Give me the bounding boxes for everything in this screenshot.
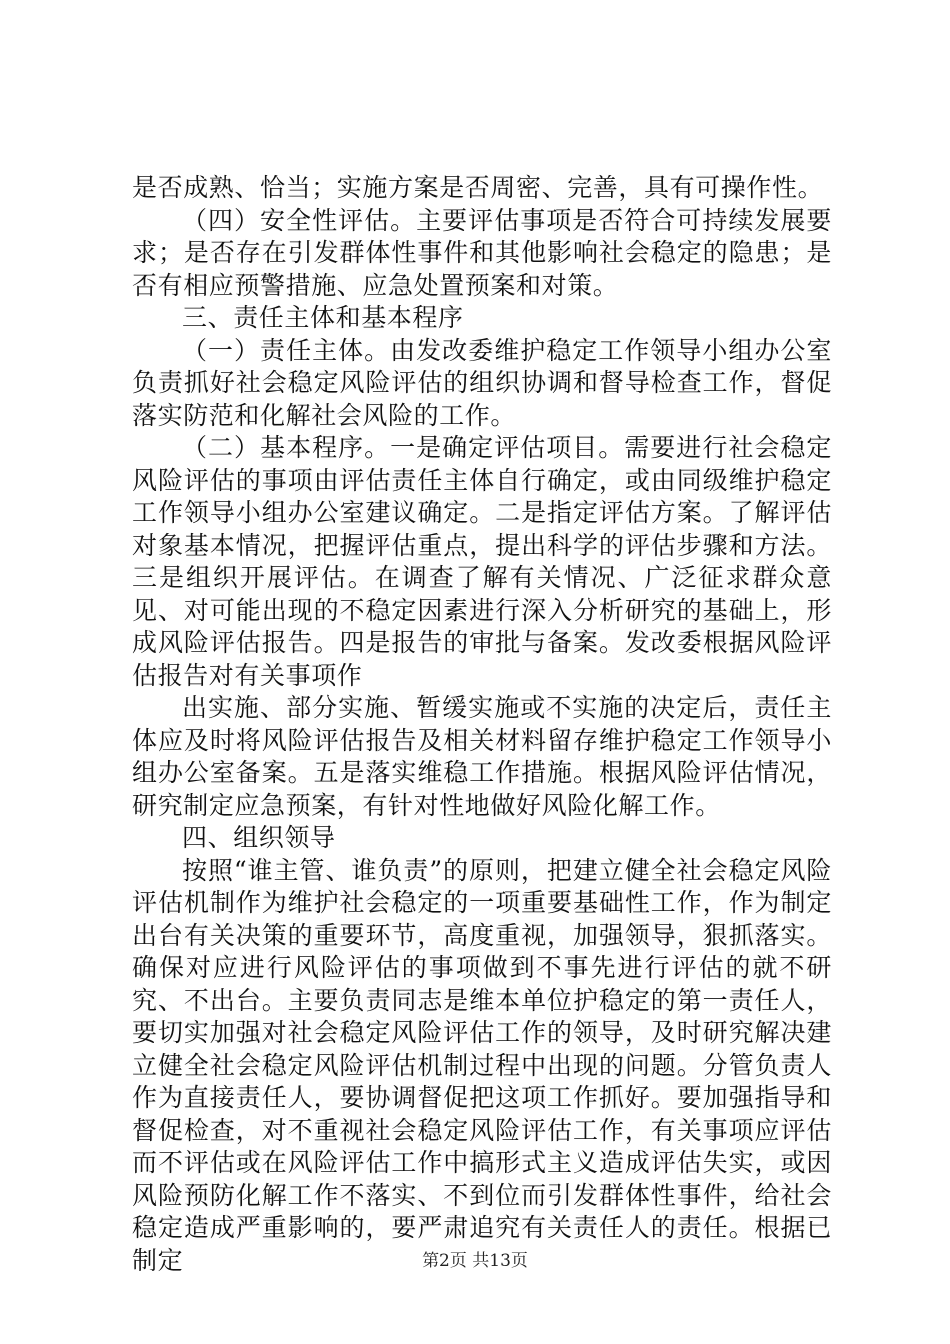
- paragraph-5: （二）基本程序。一是确定评估项目。需要进行社会稳定风险评估的事项由评估责任主体自行确定，或由同级维护稳定工作领导小组办公室建议确定。二是指定评估方案。了解评估对象基本情况，把握评估重点，提出科学的评估步骤和方法。三是组织开展评估。在调查了解有关情况、广泛征求群众意见、对可能出现的不稳定因素进行深入分析研究的基础上，形成风险评估报告。四是报告的审批与备案。发改委根据风险评估报告对有关事项作: [132, 433, 832, 690]
- paragraph-8: 按照“谁主管、谁负责”的原则，把建立健全社会稳定风险评估机制作为维护社会稳定的一项重要基础性工作，作为制定出台有关决策的重要环节，高度重视，加强领导，狠抓落实。确保对应进行风险评估的事项做到不事先进行评估的就不研究、不出台。主要负责同志是维本单位护稳定的第一责任人，要切实加强对社会稳定风险评估工作的领导，及时研究解决建立健全社会稳定风险评估机制过程中出现的问题。分管负责人作为直接责任人，要协调督促把这项工作抓好。要加强指导和督促检查，对不重视社会稳定风险评估工作，有关事项应评估而不评估或在风险评估工作中搞形式主义造成评估失实，或因风险预防化解工作不落实、不到位而引发群体性事件，给社会稳定造成严重影响的，要严肃追究有关责任人的责任。根据已制定: [132, 855, 832, 1275]
- paragraph-6: 出实施、部分实施、暂缓实施或不实施的决定后，责任主体应及时将风险评估报告及相关材料留存维护稳定工作领导小组办公室备案。五是落实维稳工作措施。根据风险评估情况，研究制定应急预案，有针对性地做好风险化解工作。: [132, 693, 832, 820]
- document-body: [132, 172, 832, 1277]
- paragraph-2: （四）安全性评估。主要评估事项是否符合可持续发展要求；是否存在引发群体性事件和其他影响社会稳定的隐患；是否有相应预警措施、应急处置预案和对策。: [132, 205, 832, 300]
- section-heading-4: 四、组织领导: [182, 823, 336, 852]
- section-heading-3: 三、责任主体和基本程序: [182, 303, 464, 332]
- page-footer: 第2页 共13页: [422, 1251, 528, 1271]
- paragraph-1: 是否成熟、恰当；实施方案是否周密、完善，具有可操作性。: [132, 173, 824, 202]
- paragraph-4: （一）责任主体。由发改委维护稳定工作领导小组办公室负责抓好社会稳定风险评估的组织协调和督导检查工作，督促落实防范和化解社会风险的工作。: [132, 335, 832, 430]
